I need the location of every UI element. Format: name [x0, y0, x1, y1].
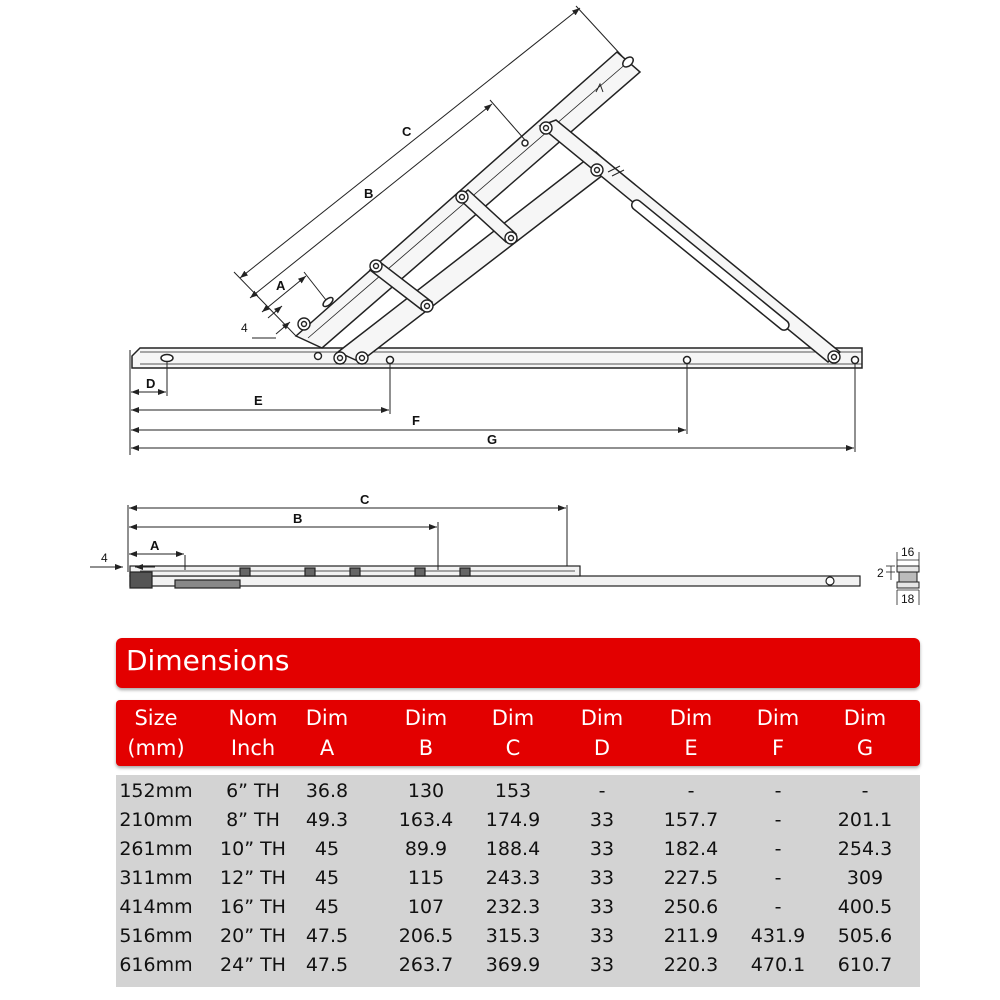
dim-label-a: A	[276, 278, 286, 293]
table-row	[116, 806, 920, 835]
cell-dim-d: -	[598, 780, 606, 802]
cell-dim-b: 115	[407, 867, 445, 889]
section-label-2: 2	[877, 566, 884, 580]
cell-nom-inch: 16” TH	[220, 896, 286, 918]
header-line: B	[418, 736, 434, 760]
cell-dim-e: 250.6	[663, 896, 719, 918]
cell-dim-f: -	[774, 896, 782, 918]
cell-dim-f: -	[774, 838, 782, 860]
header-line: Inch	[230, 736, 276, 760]
dim-label-c: C	[402, 124, 412, 139]
cell-dim-f: 470.1	[750, 954, 806, 976]
header-line: Dim	[305, 706, 349, 730]
table-row	[116, 777, 920, 806]
table-row	[116, 922, 920, 951]
header-line: F	[771, 736, 785, 760]
cell-dim-e: 182.4	[663, 838, 719, 860]
cell-dim-b: 263.7	[398, 954, 454, 976]
closed-hinge-side-view	[130, 566, 860, 588]
dim-label-f: F	[412, 413, 420, 428]
header-line: Dim	[843, 706, 887, 730]
cell-dim-a: 47.5	[305, 925, 349, 947]
side-dim-label-a: A	[150, 538, 160, 553]
cell-dim-f: -	[774, 867, 782, 889]
cell-dim-e: 220.3	[663, 954, 719, 976]
header-dim-f	[734, 700, 822, 766]
side-view-dimensions	[90, 505, 567, 572]
cell-dim-f: -	[774, 780, 782, 802]
dim-label-b: B	[364, 186, 374, 201]
cell-dim-a: 36.8	[305, 780, 349, 802]
cell-dim-g: 505.6	[837, 925, 893, 947]
cell-nom-inch: 20” TH	[220, 925, 286, 947]
cell-size: 616mm	[119, 954, 193, 976]
cell-dim-f: -	[774, 809, 782, 831]
header-line: C	[505, 736, 521, 760]
cell-dim-c: 243.3	[485, 867, 541, 889]
table-row	[116, 835, 920, 864]
cell-nom-inch: 12” TH	[220, 867, 286, 889]
cell-dim-c: 232.3	[485, 896, 541, 918]
cell-dim-b: 89.9	[404, 838, 448, 860]
header-line: Dim	[491, 706, 535, 730]
cell-dim-d: 33	[589, 954, 615, 976]
cell-dim-g: 201.1	[837, 809, 893, 831]
header-dim-g	[821, 700, 909, 766]
cell-dim-a: 45	[314, 896, 340, 918]
cell-dim-d: 33	[589, 838, 615, 860]
header-line: (mm)	[127, 736, 185, 760]
cell-dim-g: 610.7	[837, 954, 893, 976]
cell-dim-a: 45	[314, 838, 340, 860]
header-line: Dim	[756, 706, 800, 730]
section-profile	[897, 566, 919, 588]
cell-dim-c: 369.9	[485, 954, 541, 976]
banner-title: Dimensions	[126, 644, 290, 677]
header-dim-b	[382, 700, 470, 766]
table-row	[116, 951, 920, 980]
table-header	[116, 700, 920, 766]
cell-dim-c: 188.4	[485, 838, 541, 860]
cell-nom-inch: 8” TH	[226, 809, 280, 831]
dimensions-banner	[116, 638, 920, 688]
cell-dim-c: 315.3	[485, 925, 541, 947]
header-dim-a	[283, 700, 371, 766]
header-line: E	[684, 736, 698, 760]
cell-dim-e: 211.9	[663, 925, 719, 947]
cell-dim-e: 227.5	[663, 867, 719, 889]
cell-size: 152mm	[119, 780, 193, 802]
cell-size: 210mm	[119, 809, 193, 831]
header-dim-c	[469, 700, 557, 766]
header-size	[112, 700, 200, 766]
cell-nom-inch: 6” TH	[226, 780, 280, 802]
header-line: Dim	[580, 706, 624, 730]
cell-dim-d: 33	[589, 867, 615, 889]
cell-dim-b: 206.5	[398, 925, 454, 947]
side-dim-label-b: B	[293, 511, 303, 526]
cell-dim-g: -	[861, 780, 869, 802]
cell-dim-d: 33	[589, 896, 615, 918]
header-line: Size	[134, 706, 178, 730]
dim-label-4: 4	[241, 321, 248, 335]
header-line: A	[319, 736, 335, 760]
header-line: Dim	[669, 706, 713, 730]
dim-label-e: E	[254, 393, 263, 408]
cell-dim-e: -	[687, 780, 695, 802]
header-line: G	[856, 736, 874, 760]
cell-nom-inch: 24” TH	[220, 954, 286, 976]
header-line: Dim	[404, 706, 448, 730]
cell-dim-c: 153	[494, 780, 532, 802]
base-track	[132, 348, 862, 368]
section-label-16: 16	[901, 545, 915, 559]
header-dim-d	[558, 700, 646, 766]
cell-size: 311mm	[119, 867, 193, 889]
cell-dim-g: 400.5	[837, 896, 893, 918]
cell-dim-f: 431.9	[750, 925, 806, 947]
side-dim-label-4: 4	[101, 551, 108, 565]
cell-dim-a: 49.3	[305, 809, 349, 831]
cell-dim-a: 47.5	[305, 954, 349, 976]
header-line: D	[593, 736, 611, 760]
side-dim-label-c: C	[360, 492, 370, 507]
header-line: Nom	[228, 706, 278, 730]
table-row	[116, 893, 920, 922]
table-row	[116, 864, 920, 893]
cell-dim-d: 33	[589, 925, 615, 947]
cell-dim-b: 107	[407, 896, 445, 918]
cell-dim-b: 130	[407, 780, 445, 802]
cell-dim-e: 157.7	[663, 809, 719, 831]
cell-dim-b: 163.4	[398, 809, 454, 831]
dim-label-d: D	[146, 376, 156, 391]
stay-arm	[540, 120, 840, 362]
dim-label-g: G	[487, 432, 498, 447]
header-dim-e	[647, 700, 735, 766]
cell-dim-g: 309	[846, 867, 884, 889]
cell-dim-c: 174.9	[485, 809, 541, 831]
cell-dim-d: 33	[589, 809, 615, 831]
cell-size: 261mm	[119, 838, 193, 860]
section-label-18: 18	[901, 592, 915, 606]
cell-dim-g: 254.3	[837, 838, 893, 860]
cell-dim-a: 45	[314, 867, 340, 889]
cell-size: 516mm	[119, 925, 193, 947]
cell-size: 414mm	[119, 896, 193, 918]
table-body	[116, 775, 920, 987]
cell-nom-inch: 10” TH	[220, 838, 286, 860]
